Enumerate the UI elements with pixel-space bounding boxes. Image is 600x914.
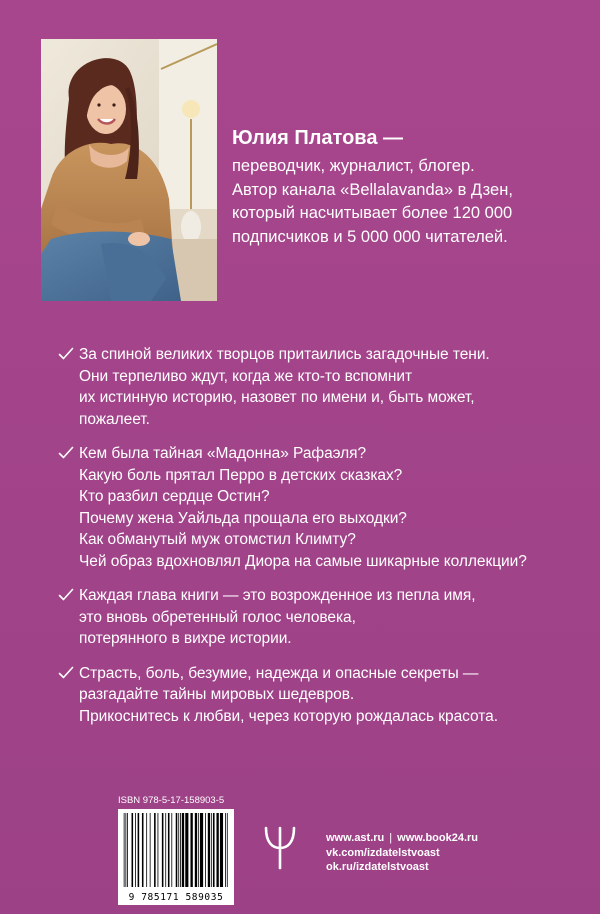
author-description: [232, 155, 572, 249]
blurb-item: [50, 443, 580, 572]
author-desc-line: переводчик, журналист, блогер.: [232, 157, 475, 175]
link-vk[interactable]: vk.com/izdatelstvoast: [326, 846, 440, 859]
check-icon: [58, 665, 74, 681]
blurb-line: Они терпеливо ждут, когда же кто-то вспомнит: [79, 367, 413, 385]
blurb-list: [50, 344, 580, 740]
blurb-line: пожалеет.: [79, 410, 150, 428]
publisher-logo-icon: [262, 824, 298, 870]
author-info: [232, 125, 572, 249]
author-name: Юлия Платова —: [232, 127, 404, 149]
blurb-line: Прикоснитесь к любви, через которую рождалась красота.: [79, 707, 498, 725]
links-row-sites: [326, 831, 586, 846]
author-desc-line: который насчитывает более 120 000: [232, 204, 513, 222]
blurb-line: Страсть, боль, безумие, надежда и опасные секреты —: [79, 664, 479, 682]
link-ok[interactable]: ok.ru/izdatelstvoast: [326, 861, 429, 873]
blurb-line: Как обманутый муж отомстил Климту?: [79, 531, 356, 548]
author-photo: [41, 39, 217, 301]
blurb-line: потерянного в вихре истории.: [79, 630, 292, 647]
author-desc-line: подписчиков и 5 000 000 читателей.: [232, 227, 508, 246]
blurb-line: их истинную историю, назовет по имени и, быть может,: [79, 389, 475, 406]
blurb-item: [50, 344, 580, 430]
blurb-line: Каждая глава книги — это возрожденное из пепла имя,: [79, 587, 476, 604]
check-icon: [58, 587, 74, 603]
link-ast[interactable]: www.ast.ru: [326, 832, 385, 844]
blurb-item: [50, 663, 580, 728]
publisher-links: [326, 831, 586, 875]
blurb-line: разгадайте тайны мировых шедевров.: [79, 686, 355, 703]
link-separator: |: [389, 832, 393, 844]
blurb-line: Кто разбил сердце Остин?: [79, 488, 270, 505]
barcode: [118, 809, 234, 905]
barcode-number: 9 785171 589035: [128, 892, 224, 903]
blurb-line: Кем была тайная «Мадонна» Рафаэля?: [79, 445, 367, 462]
check-icon: [58, 346, 74, 362]
isbn-block: [118, 795, 234, 905]
blurb-item: [50, 585, 580, 650]
barcode-bars: [122, 813, 230, 889]
blurb-line: Какую боль прятал Перро в детских сказках?: [79, 466, 403, 484]
author-desc-line: Автор канала «Bellalavanda» в Дзен,: [232, 180, 513, 199]
blurb-line: Почему жена Уайльда прощала его выходки?: [79, 509, 407, 527]
isbn-label: ISBN 978-5-17-158903-5: [118, 795, 225, 806]
check-icon: [58, 445, 74, 461]
blurb-line: За спиной великих творцов притаились загадочные тени.: [79, 346, 490, 363]
blurb-line: Чей образ вдохновлял Диора на самые шикарные коллекции?: [79, 552, 527, 570]
link-book24[interactable]: www.book24.ru: [397, 832, 479, 844]
blurb-line: это вновь обретенный голос человека,: [79, 608, 356, 626]
